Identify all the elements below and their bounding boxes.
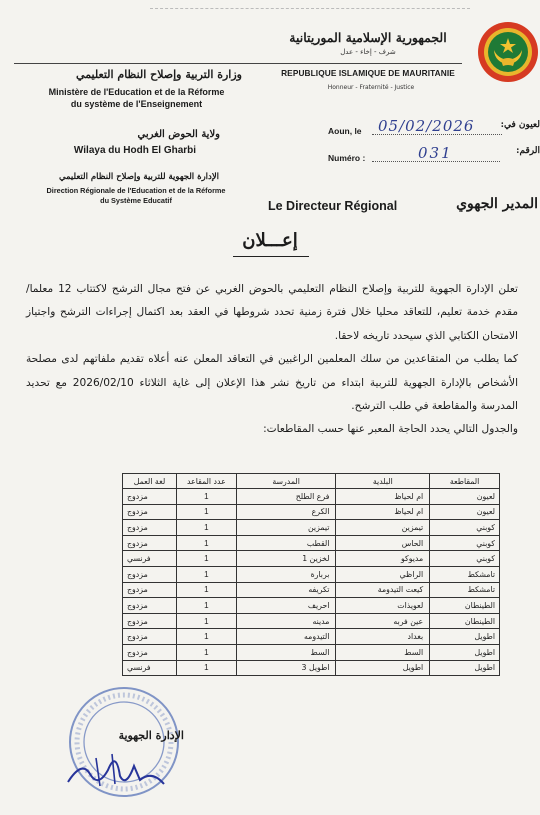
cell-school: الكرع bbox=[236, 504, 336, 520]
table-row bbox=[123, 598, 500, 614]
direction-arabic: الإدارة الجهوية للتربية وإصلاح النظام التعليمي bbox=[58, 172, 220, 182]
cell-school: تيمزين bbox=[236, 520, 336, 536]
director-title-french: Le Directeur Régional bbox=[268, 199, 398, 213]
cell-language: مزدوج bbox=[123, 613, 177, 629]
table-row bbox=[123, 535, 500, 551]
header-school: المدرسة bbox=[236, 474, 336, 489]
cell-moughataa: تامشكط bbox=[430, 566, 500, 582]
cell-seats: 1 bbox=[176, 660, 236, 676]
header-seats: عدد المقاعد bbox=[176, 474, 236, 489]
signature-icon bbox=[60, 740, 170, 800]
director-title-arabic: المدير الجهوي bbox=[456, 196, 538, 212]
cell-seats: 1 bbox=[176, 520, 236, 536]
needs-table bbox=[122, 473, 500, 676]
table-body bbox=[123, 489, 500, 676]
wilaya-french: Wilaya du Hodh El Gharbi bbox=[73, 145, 197, 156]
cell-school: لخزين 1 bbox=[236, 551, 336, 567]
cell-moughataa: اطويل bbox=[430, 629, 500, 645]
number-label-arabic: الرقم: bbox=[516, 146, 540, 156]
republic-name-arabic: الجمهورية الإسلامية الموريتانية bbox=[289, 30, 447, 45]
cell-commune: بغداد bbox=[336, 629, 430, 645]
cell-commune: الحاس bbox=[336, 535, 430, 551]
cell-moughataa: الطينطان bbox=[430, 613, 500, 629]
cell-language: مزدوج bbox=[123, 582, 177, 598]
cell-language: فرنسي bbox=[123, 660, 177, 676]
cell-seats: 1 bbox=[176, 613, 236, 629]
body-paragraph-2: كما يطلب من المتقاعدين من سلك المعلمين الراغبين في التعاقد المعلن عنه أعلاه تقديم ملفاتهم لدى مصلحة الأشخاص بالإدارة الجهوية للتربية ابتداء من تاريخ نشر هذا الإعلان إلى غاية الثلاثاء 2026/02/10 مع تحديد المدرسة والمقاطعة في طلب الترشح. bbox=[26, 353, 519, 413]
cell-school: التيدومه bbox=[236, 629, 336, 645]
table-row bbox=[123, 582, 500, 598]
table-header-row bbox=[123, 474, 500, 489]
date-label-arabic: لعيون في: bbox=[500, 120, 540, 130]
cell-school: مدينه bbox=[236, 613, 336, 629]
cell-commune: ام لحياظ bbox=[336, 489, 430, 505]
cell-school: فرع الطلح bbox=[236, 489, 336, 505]
cell-commune: مديوكو bbox=[336, 551, 430, 567]
ministry-arabic: وزارة التربية وإصلاح النظام التعليمي bbox=[76, 68, 242, 81]
cell-seats: 1 bbox=[176, 566, 236, 582]
cell-commune: الراظي bbox=[336, 566, 430, 582]
cell-language: مزدوج bbox=[123, 535, 177, 551]
cell-language: مزدوج bbox=[123, 489, 177, 505]
cell-moughataa: لعيون bbox=[430, 489, 500, 505]
cell-school: القطب bbox=[236, 535, 336, 551]
top-divider bbox=[150, 8, 470, 9]
cell-commune: السط bbox=[336, 644, 430, 660]
cell-seats: 1 bbox=[176, 489, 236, 505]
cell-moughataa: تامشكط bbox=[430, 582, 500, 598]
cell-moughataa: اطويل bbox=[430, 660, 500, 676]
cell-school: بربارة bbox=[236, 566, 336, 582]
ministry-french bbox=[14, 86, 259, 110]
handwritten-number: 031 bbox=[418, 144, 453, 162]
cell-language: فرنسي bbox=[123, 551, 177, 567]
cell-commune: كيعت التيدومة bbox=[336, 582, 430, 598]
cell-moughataa: كوبني bbox=[430, 535, 500, 551]
cell-seats: 1 bbox=[176, 551, 236, 567]
table-row bbox=[123, 520, 500, 536]
cell-moughataa: كوبني bbox=[430, 520, 500, 536]
number-label-french: Numéro : bbox=[328, 153, 366, 163]
cell-school: احريف bbox=[236, 598, 336, 614]
motto-french: Honneur - Fraternité - Justice bbox=[327, 84, 415, 91]
announcement-title: إعـــلان bbox=[242, 230, 298, 251]
cell-school: تكريفه bbox=[236, 582, 336, 598]
cell-language: مزدوج bbox=[123, 566, 177, 582]
table-row bbox=[123, 504, 500, 520]
direction-french-line2: du Système Educatif bbox=[100, 195, 172, 205]
cell-seats: 1 bbox=[176, 504, 236, 520]
cell-moughataa: لعيون bbox=[430, 504, 500, 520]
header-commune: البلدية bbox=[336, 474, 430, 489]
cell-commune: لعويذات bbox=[336, 598, 430, 614]
header-language: لغة العمل bbox=[123, 474, 177, 489]
table-row bbox=[123, 644, 500, 660]
cell-commune: ام لحياظ bbox=[336, 504, 430, 520]
table-row bbox=[123, 551, 500, 567]
cell-commune: تيمزين bbox=[336, 520, 430, 536]
date-label-french: Aoun, le bbox=[328, 126, 362, 136]
cell-moughataa: اطويل bbox=[430, 644, 500, 660]
cell-seats: 1 bbox=[176, 535, 236, 551]
cell-commune: اطويل bbox=[336, 660, 430, 676]
cell-commune: عين فربه bbox=[336, 613, 430, 629]
ministry-french-line2: du système de l'Enseignement bbox=[70, 99, 203, 109]
header-divider bbox=[14, 63, 462, 64]
cell-language: مزدوج bbox=[123, 598, 177, 614]
motto-arabic: شرف - إخاء - عدل bbox=[340, 48, 396, 56]
cell-seats: 1 bbox=[176, 598, 236, 614]
table-row bbox=[123, 613, 500, 629]
cell-seats: 1 bbox=[176, 629, 236, 645]
cell-language: مزدوج bbox=[123, 504, 177, 520]
stamp-label: الإدارة الجهوية bbox=[118, 729, 184, 742]
cell-seats: 1 bbox=[176, 582, 236, 598]
cell-school: السط bbox=[236, 644, 336, 660]
cell-moughataa: كوبني bbox=[430, 551, 500, 567]
national-seal-icon bbox=[476, 20, 540, 84]
cell-language: مزدوج bbox=[123, 644, 177, 660]
cell-language: مزدوج bbox=[123, 520, 177, 536]
republic-name-french: REPUBLIQUE ISLAMIQUE DE MAURITANIE bbox=[281, 68, 455, 78]
direction-french-line1: Direction Régionale de l'Education et de la Réforme bbox=[46, 186, 226, 195]
body-paragraph-1: تعلن الإدارة الجهوية للتربية وإصلاح النظام التعليمي بالحوض الغربي عن فتح مجال الترشح لاكتتاب 12 معلما/مقدم خدمة تعليم، للتعاقد محليا خلال فترة زمنية تحدد شروطها في العقد بعد اكتمال إجراءات الترشح واجتياز الامتحان الكتابي الذي سيحدد تاريخه لاحقا. bbox=[26, 283, 518, 342]
cell-language: مزدوج bbox=[123, 629, 177, 645]
header-moughataa: المقاطعة bbox=[430, 474, 500, 489]
table-row bbox=[123, 566, 500, 582]
body-paragraph-3: والجدول التالي يحدد الحاجة المعبر عنها حسب المقاطعات: bbox=[263, 423, 518, 436]
wilaya-arabic: ولاية الحوض الغربي bbox=[137, 129, 220, 140]
handwritten-date: 05/02/2026 bbox=[378, 117, 475, 135]
cell-school: اطويل 3 bbox=[236, 660, 336, 676]
cell-seats: 1 bbox=[176, 644, 236, 660]
table-row bbox=[123, 660, 500, 676]
direction-french bbox=[12, 186, 260, 205]
table-row bbox=[123, 489, 500, 505]
announcement-body bbox=[26, 278, 518, 442]
cell-moughataa: الطينطان bbox=[430, 598, 500, 614]
ministry-french-line1: Ministère de l'Education et de la Réforme bbox=[48, 87, 225, 97]
table-row bbox=[123, 629, 500, 645]
title-underline bbox=[233, 256, 309, 257]
